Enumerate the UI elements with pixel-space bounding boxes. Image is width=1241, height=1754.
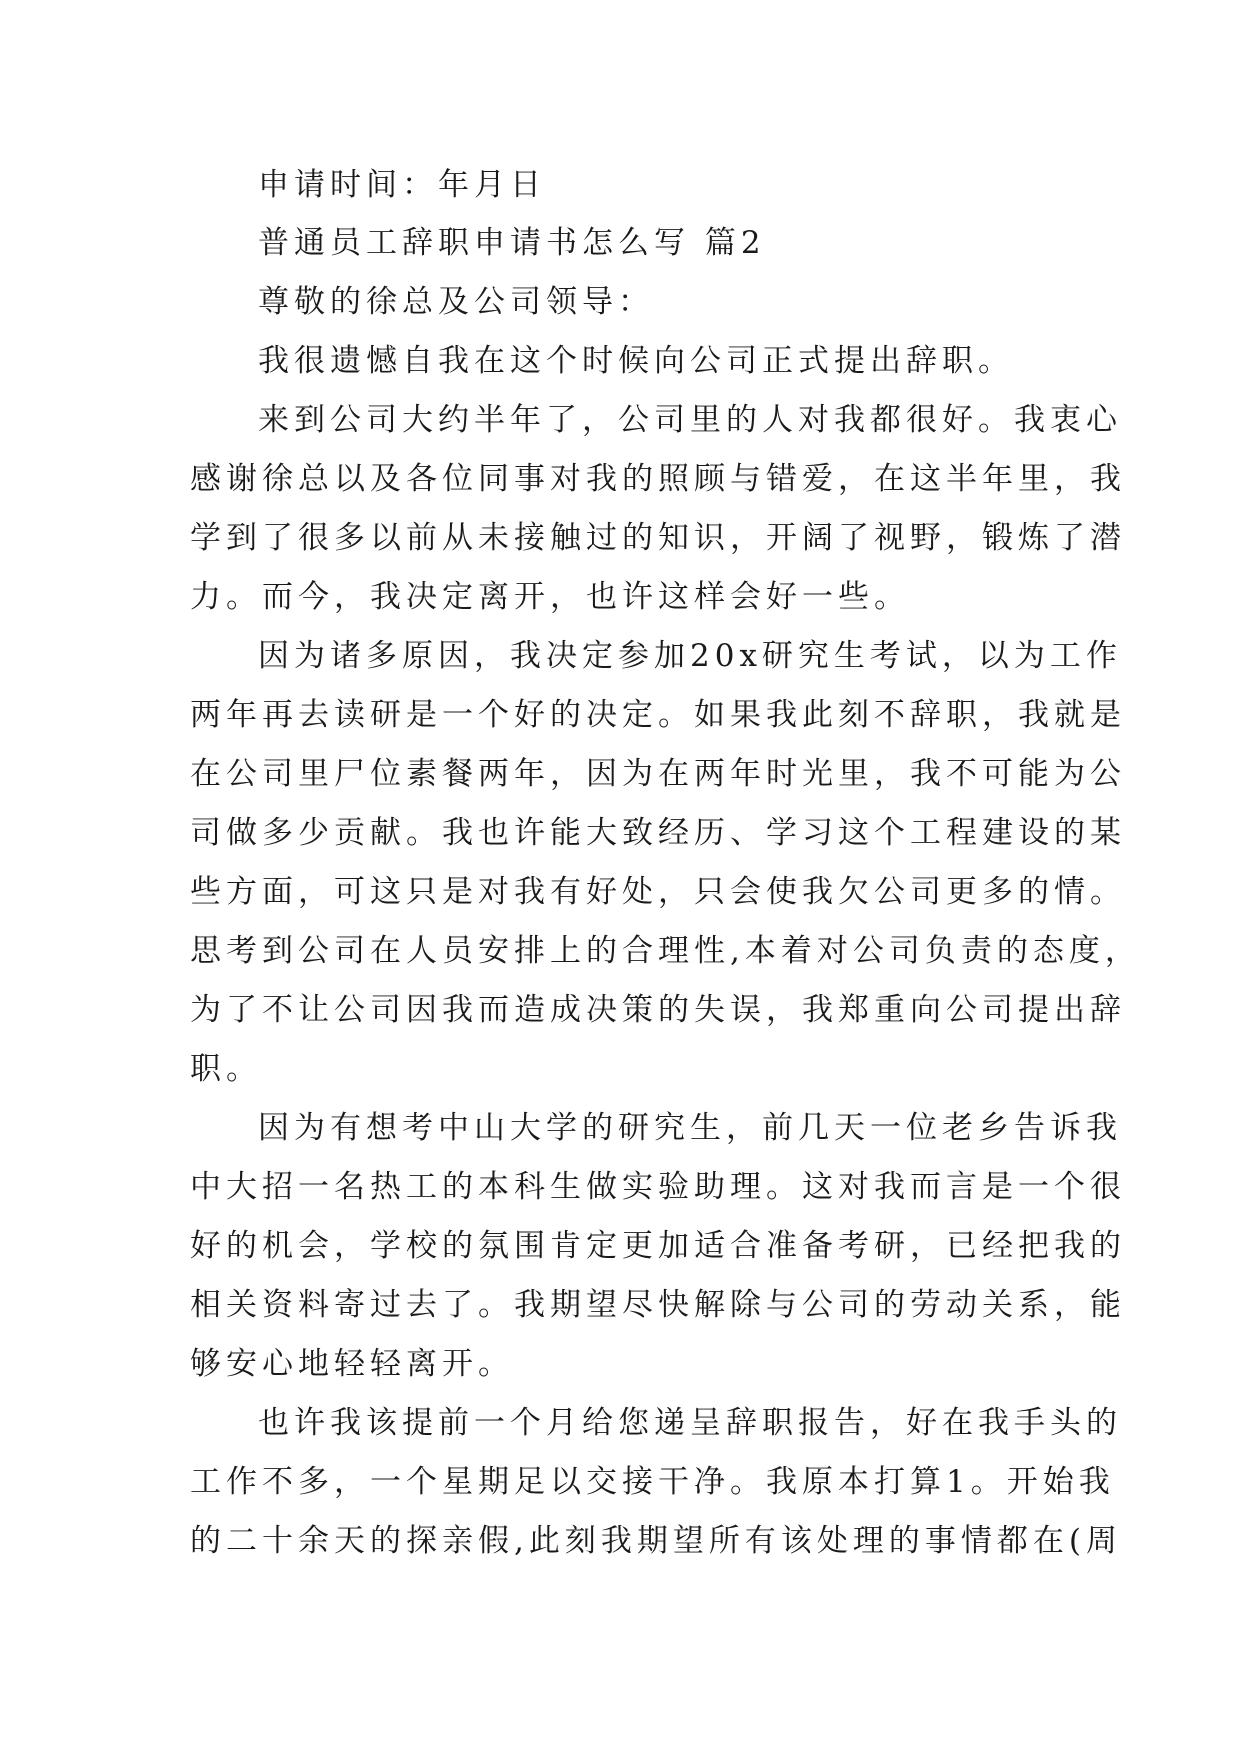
paragraph-4-line-2: 中大招一名热工的本科生做实验助理。这对我而言是一个很 <box>190 1169 1126 1205</box>
paragraph-4-line-1: 因为有想考中山大学的研究生，前几天一位老乡告诉我 <box>258 1110 1122 1146</box>
paragraph-1-line-1: 我很遗憾自我在这个时候向公司正式提出辞职。 <box>258 343 1014 379</box>
paragraph-3-line-3: 在公司里尸位素餐两年，因为在两年时光里，我不可能为公 <box>190 756 1126 792</box>
paragraph-2-line-4: 力。而今，我决定离开，也许这样会好一些。 <box>190 579 910 615</box>
paragraph-3-line-6: 思考到公司在人员安排上的合理性,本着对公司负责的态度， <box>190 933 1141 969</box>
paragraph-4-line-4: 相关资料寄过去了。我期望尽快解除与公司的劳动关系，能 <box>190 1287 1126 1323</box>
paragraph-5-line-1: 也许我该提前一个月给您递呈辞职报告，好在我手头的 <box>258 1405 1122 1441</box>
section-heading: 普通员工辞职申请书怎么写 篇2 <box>258 225 766 261</box>
paragraph-3-line-2: 两年再去读研是一个好的决定。如果我此刻不辞职，我就是 <box>190 697 1126 733</box>
paragraph-3-line-4: 司做多少贡献。我也许能大致经历、学习这个工程建设的某 <box>190 815 1126 851</box>
salutation: 尊敬的徐总及公司领导： <box>258 284 654 320</box>
paragraph-2-line-2: 感谢徐总以及各位同事对我的照顾与错爱，在这半年里，我 <box>190 461 1126 497</box>
paragraph-2-line-1: 来到公司大约半年了，公司里的人对我都很好。我衷心 <box>258 402 1122 438</box>
paragraph-5-line-2: 工作不多，一个星期足以交接干净。我原本打算1。开始我 <box>190 1464 1115 1500</box>
paragraph-5-line-3: 的二十余天的探亲假,此刻我期望所有该处理的事情都在(周 <box>190 1523 1122 1559</box>
paragraph-2-line-3: 学到了很多以前从未接触过的知识，开阔了视野，锻炼了潜 <box>190 520 1126 556</box>
paragraph-4-line-5: 够安心地轻轻离开。 <box>190 1346 514 1382</box>
paragraph-3-line-8: 职。 <box>190 1051 262 1087</box>
application-date-line: 申请时间：年月日 <box>258 167 546 203</box>
paragraph-3-line-1: 因为诸多原因，我决定参加20x研究生考试，以为工作 <box>258 638 1122 674</box>
paragraph-3-line-7: 为了不让公司因我而造成决策的失误，我郑重向公司提出辞 <box>190 992 1126 1028</box>
paragraph-3-line-5: 些方面，可这只是对我有好处，只会使我欠公司更多的情。 <box>190 874 1126 910</box>
paragraph-4-line-3: 好的机会，学校的氛围肯定更加适合准备考研，已经把我的 <box>190 1228 1126 1264</box>
